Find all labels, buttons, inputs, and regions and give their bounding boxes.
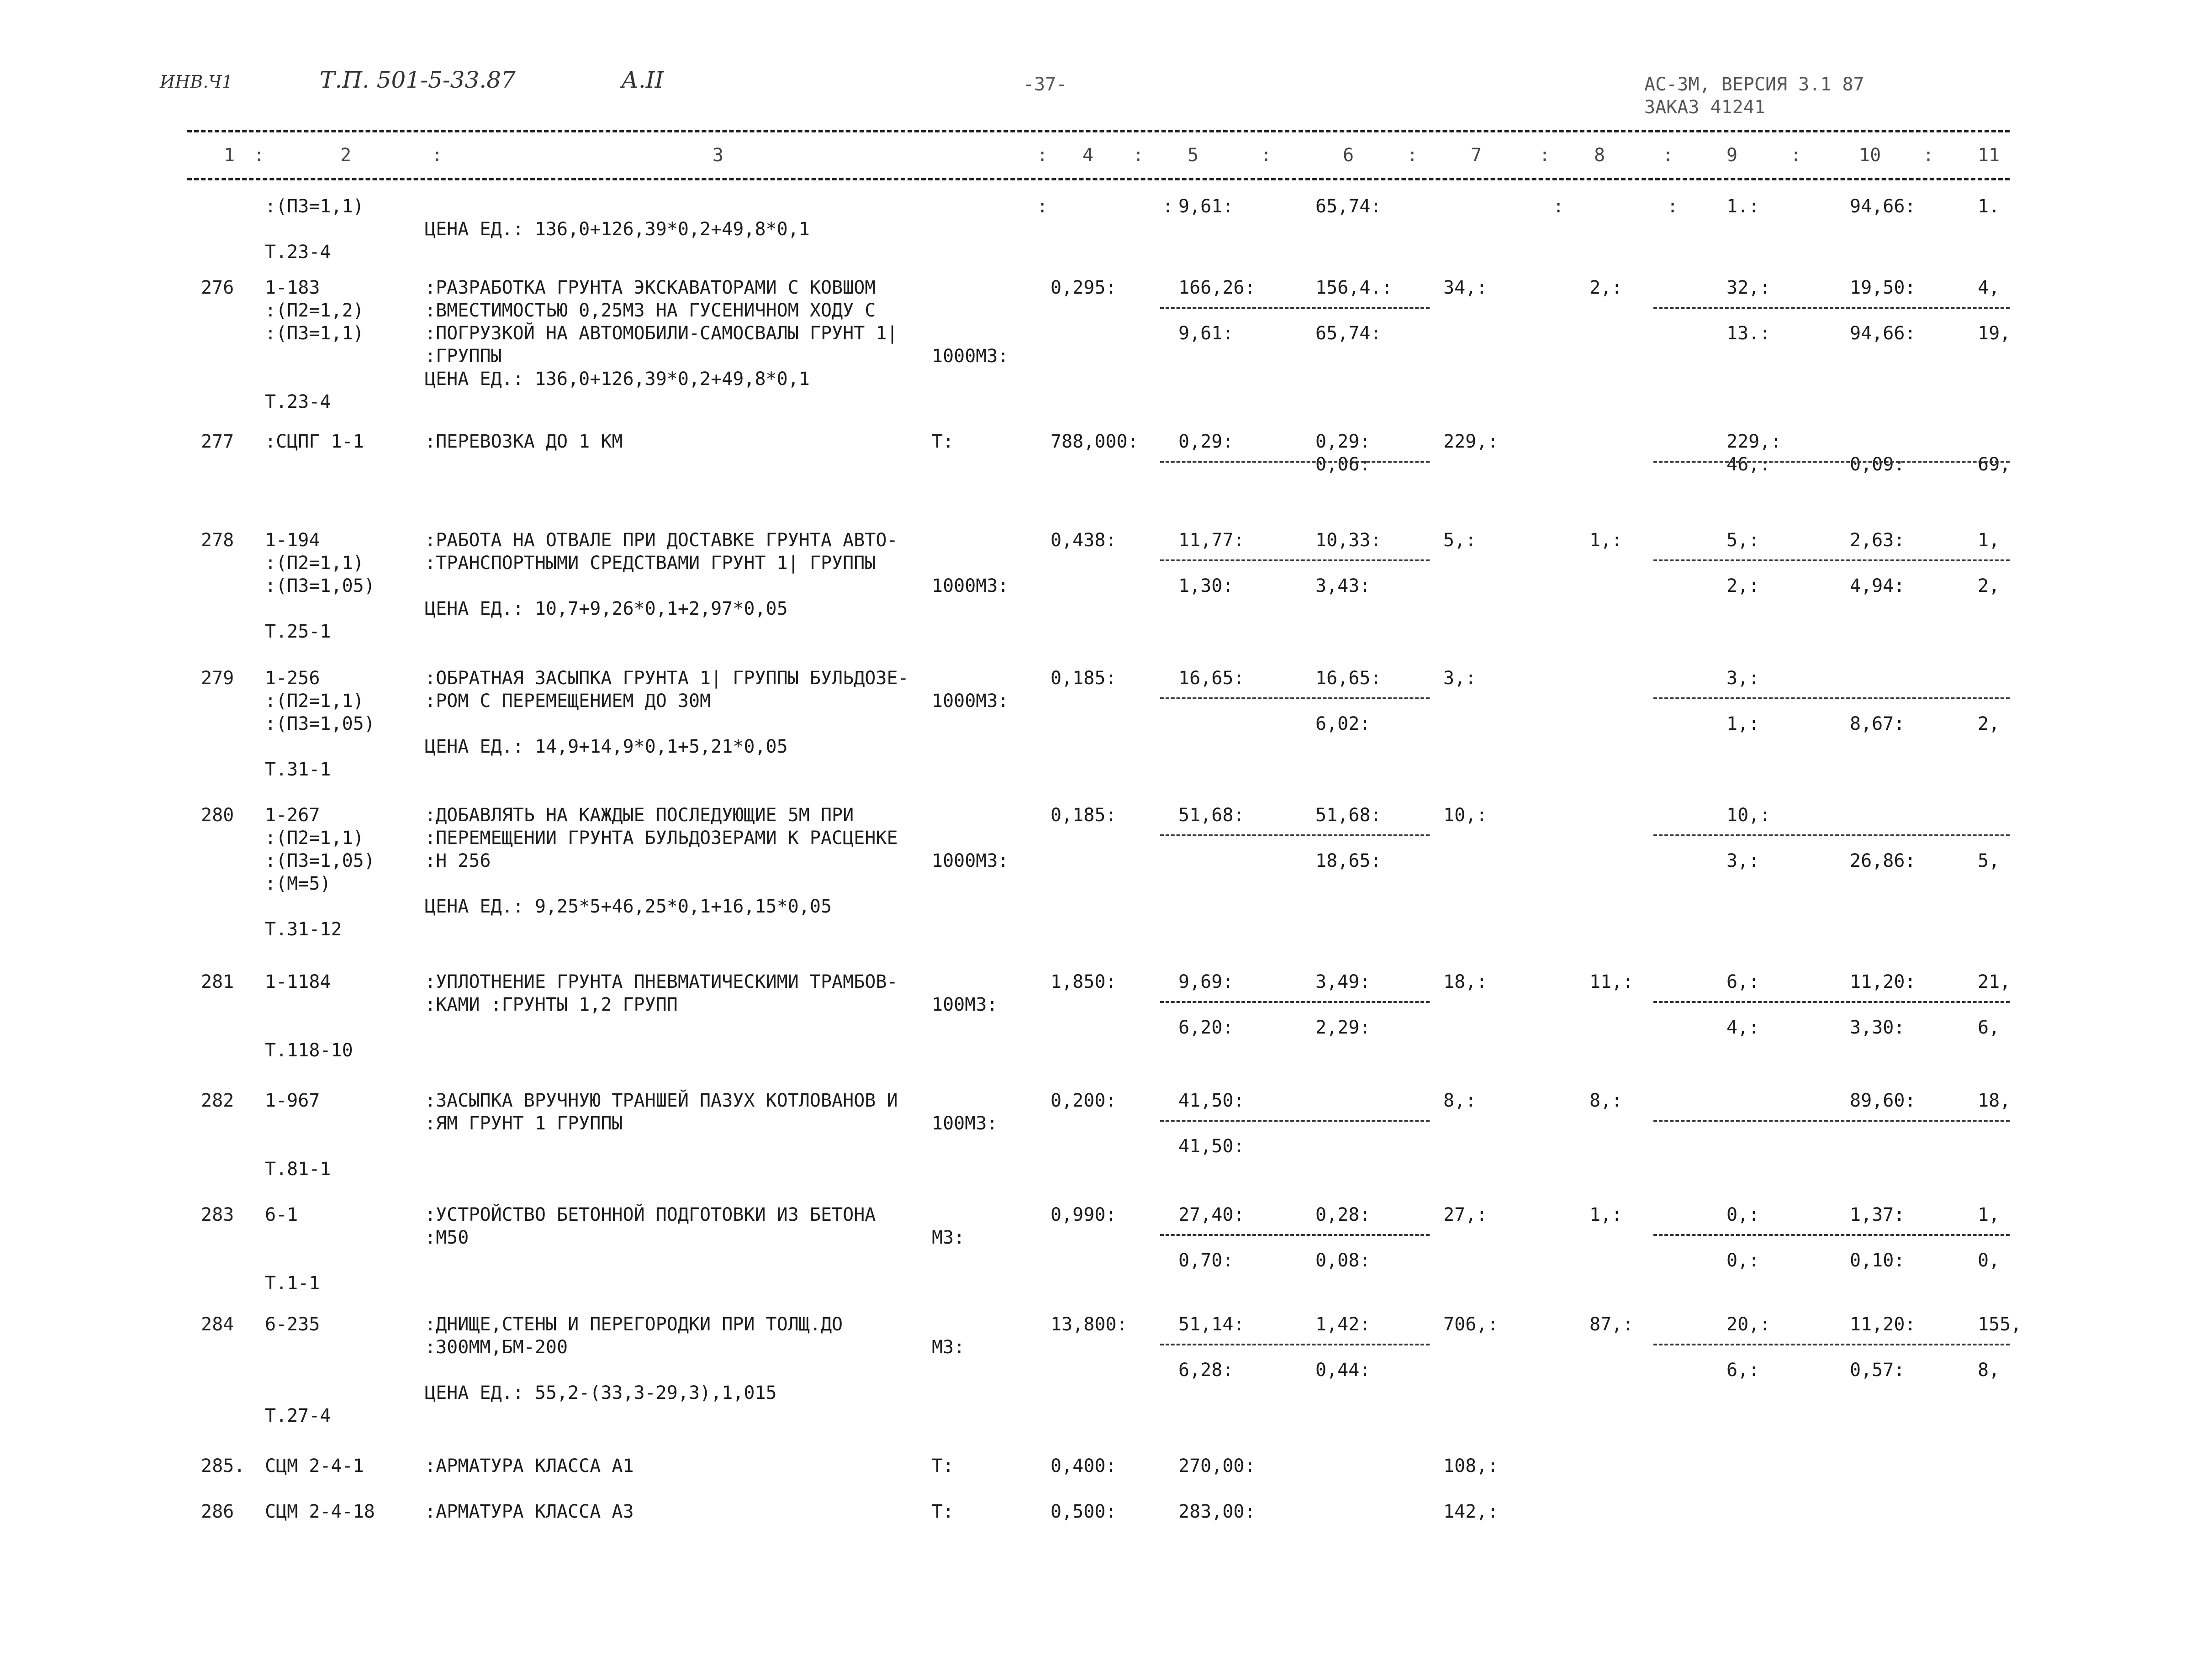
cell-c6: 51,68: xyxy=(1315,805,1382,826)
column-header-19: : xyxy=(1923,145,1934,166)
cell-c3: :ДНИЩЕ,СТЕНЫ И ПЕРЕГОРОДКИ ПРИ ТОЛЩ.ДО xyxy=(425,1314,843,1335)
column-header-6: 4 xyxy=(1082,145,1094,166)
column-header-1: : xyxy=(253,145,265,166)
cell-c5: 9,69: xyxy=(1178,971,1234,992)
cell-c4: 0,438: xyxy=(1051,530,1117,551)
cell-c2: 6-235 xyxy=(265,1314,320,1335)
cell-c7: 10,: xyxy=(1443,805,1488,826)
cell-c3: :ОБРАТНАЯ ЗАСЫПКА ГРУНТА 1| ГРУППЫ БУЛЬДОЗЕ- xyxy=(425,668,909,689)
cell-c4: 0,500: xyxy=(1051,1501,1117,1522)
cell-c9: 6,: xyxy=(1726,1360,1760,1381)
cell-c3: :АРМАТУРА КЛАССА А3 xyxy=(425,1501,634,1522)
cell-c5: 27,40: xyxy=(1178,1204,1245,1225)
project-code: Т.П. 501-5-33.87 xyxy=(320,67,516,93)
cell-c8: 1,: xyxy=(1589,1204,1623,1225)
cell-unit: 100М3: xyxy=(932,994,998,1015)
cell-c2: :(П3=1,05) xyxy=(265,713,375,734)
cell-c2: :(М=5) xyxy=(265,873,331,894)
cell-c11: 1, xyxy=(1978,530,2000,551)
cell-c9: 0,: xyxy=(1726,1250,1760,1271)
item-number: 279 xyxy=(201,668,234,689)
cell-c6: 1,42: xyxy=(1315,1314,1371,1335)
inventory-label: ИНВ.Ч1 xyxy=(160,72,233,92)
cell-c3: :КАМИ :ГРУНТЫ 1,2 ГРУПП xyxy=(425,994,678,1015)
cell-unit: 1000М3: xyxy=(932,575,1009,596)
cell-c2: СЦМ 2-4-18 xyxy=(265,1501,375,1522)
item-number: 276 xyxy=(201,277,234,298)
cell-c6: 0,44: xyxy=(1315,1360,1371,1381)
cell-c6: 0,06: xyxy=(1315,454,1371,475)
subtotal-rule xyxy=(1160,307,1430,309)
cell-c2: 1-256 xyxy=(265,668,320,689)
cell-c6: 0,29: xyxy=(1315,431,1371,452)
cell-c2: СЦМ 2-4-1 xyxy=(265,1456,364,1477)
cell-c9: 2,: xyxy=(1726,575,1760,596)
column-header-7: : xyxy=(1133,145,1144,166)
cell-c3: :ПЕРЕМЕЩЕНИИ ГРУНТА БУЛЬДОЗЕРАМИ К РАСЦЕНКЕ xyxy=(425,828,898,849)
column-header-5: : xyxy=(1037,145,1048,166)
cell-c6: 3,43: xyxy=(1315,575,1371,596)
subtotal-rule xyxy=(1160,1120,1430,1122)
cell-c5: 9,61: xyxy=(1178,323,1234,344)
column-header-3: : xyxy=(432,145,443,166)
subtotal-rule xyxy=(1160,1234,1430,1236)
cell-c8: 1,: xyxy=(1589,530,1623,551)
item-number: 284 xyxy=(201,1314,234,1335)
cell-c3: :УПЛОТНЕНИЕ ГРУНТА ПНЕВМАТИЧЕСКИМИ ТРАМБОВ- xyxy=(425,971,898,992)
cell-c10: 4,94: xyxy=(1850,575,1905,596)
cell-c6: 156,4.: xyxy=(1315,277,1393,298)
cell-c7: 229,: xyxy=(1443,431,1499,452)
cell-c6: 10,33: xyxy=(1315,530,1382,551)
cell-c10: 0,10: xyxy=(1850,1250,1905,1271)
cell-c9: 229,: xyxy=(1726,431,1782,452)
cell-c5: 41,50: xyxy=(1178,1136,1245,1157)
cell-c3: :ПОГРУЗКОЙ НА АВТОМОБИЛИ-САМОСВАЛЫ ГРУНТ 1| xyxy=(425,323,898,344)
subtotal-rule xyxy=(1653,307,2010,309)
cell-c7: 34,: xyxy=(1443,277,1488,298)
cell-c2: Т.118-10 xyxy=(265,1040,353,1061)
cell-c3: :ЯМ ГРУНТ 1 ГРУППЫ xyxy=(425,1113,623,1134)
cell-c3: :ЗАСЫПКА ВРУЧНУЮ ТРАНШЕЙ ПАЗУХ КОТЛОВАНОВ И xyxy=(425,1090,898,1111)
column-separator: : xyxy=(1667,196,1679,217)
cell-unit: М3: xyxy=(932,1227,965,1248)
cell-c6: 18,65: xyxy=(1315,850,1382,871)
cell-c7: 142,: xyxy=(1443,1501,1499,1522)
cell-c7: 5,: xyxy=(1443,530,1477,551)
column-header-9: : xyxy=(1261,145,1272,166)
header-rule-top xyxy=(187,130,2010,132)
cell-c2: :(П3=1,1) xyxy=(265,196,364,217)
column-header-18: 10 xyxy=(1859,145,1881,166)
cell-c6: 65,74: xyxy=(1315,323,1382,344)
column-separator: : xyxy=(1162,196,1174,217)
item-number: 285. xyxy=(201,1456,245,1477)
subtotal-rule xyxy=(1653,834,2010,836)
subtotal-rule xyxy=(1653,1120,2010,1122)
item-number: 286 xyxy=(201,1501,234,1522)
cell-c11: 0, xyxy=(1978,1250,2000,1271)
cell-c4: 13,800: xyxy=(1051,1314,1128,1335)
cell-c9: 4,: xyxy=(1726,1017,1760,1038)
cell-c2: :(П2=1,1) xyxy=(265,553,364,574)
cell-c9: 1,: xyxy=(1726,713,1760,734)
subtotal-rule xyxy=(1160,461,1430,463)
cell-c5: 0,29: xyxy=(1178,431,1234,452)
cell-c10: 2,63: xyxy=(1850,530,1905,551)
cell-c10: 8,67: xyxy=(1850,713,1905,734)
cell-c5: 41,50: xyxy=(1178,1090,1245,1111)
cell-c10: 26,86: xyxy=(1850,850,1916,871)
cell-c9: 3,: xyxy=(1726,668,1760,689)
cell-unit: 100М3: xyxy=(932,1113,998,1134)
cell-c10: 19,50: xyxy=(1850,277,1916,298)
cell-c5: 270,00: xyxy=(1178,1456,1256,1477)
column-header-0: 1 xyxy=(224,145,235,166)
cell-c6: 0,08: xyxy=(1315,1250,1371,1271)
cell-unit: Т: xyxy=(932,1501,954,1522)
cell-c10: 3,30: xyxy=(1850,1017,1905,1038)
cell-c9: 13.: xyxy=(1726,323,1771,344)
cell-c3: :ДОБАВЛЯТЬ НА КАЖДЫЕ ПОСЛЕДУЮЩИЕ 5М ПРИ xyxy=(425,805,854,826)
cell-c10: 11,20: xyxy=(1850,971,1916,992)
cell-c5: 11,77: xyxy=(1178,530,1245,551)
cell-c2: 1-1184 xyxy=(265,971,331,992)
cell-c2: 1-194 xyxy=(265,530,320,551)
cell-c3: :РАЗРАБОТКА ГРУНТА ЭКСКАВАТОРАМИ С КОВШОМ xyxy=(425,277,876,298)
cell-c2: 1-967 xyxy=(265,1090,320,1111)
cell-c9: 46,: xyxy=(1726,454,1771,475)
cell-c3: :АРМАТУРА КЛАССА А1 xyxy=(425,1456,634,1477)
cell-unit: Т: xyxy=(932,1456,954,1477)
cell-c3: ЦЕНА ЕД.: 14,9+14,9*0,1+5,21*0,05 xyxy=(425,736,788,757)
cell-c5: 166,26: xyxy=(1178,277,1256,298)
cell-c5: 1,30: xyxy=(1178,575,1234,596)
subtotal-rule xyxy=(1160,1001,1430,1003)
cell-c6: 16,65: xyxy=(1315,668,1382,689)
subtotal-rule xyxy=(1653,559,2010,561)
cell-c3: :Н 256 xyxy=(425,850,491,871)
cell-c9: 6,: xyxy=(1726,971,1760,992)
cell-c7: 8,: xyxy=(1443,1090,1477,1111)
cell-c6: 0,28: xyxy=(1315,1204,1371,1225)
cell-c7: 27,: xyxy=(1443,1204,1488,1225)
cell-c2: 1-183 xyxy=(265,277,320,298)
cell-c3: :ГРУППЫ xyxy=(425,346,502,367)
cell-c5: 16,65: xyxy=(1178,668,1245,689)
cell-c11: 18, xyxy=(1978,1090,2011,1111)
cell-c10: 94,66: xyxy=(1850,196,1916,217)
cell-c5: 6,28: xyxy=(1178,1360,1234,1381)
item-number: 280 xyxy=(201,805,234,826)
item-number: 278 xyxy=(201,530,234,551)
cell-c11: 6, xyxy=(1978,1017,2000,1038)
cell-c2: Т.23-4 xyxy=(265,391,331,412)
cell-c3: ЦЕНА ЕД.: 136,0+126,39*0,2+49,8*0,1 xyxy=(425,369,810,390)
cell-c2: :(П2=1,1) xyxy=(265,691,364,712)
cell-c2: Т.31-1 xyxy=(265,759,331,780)
subtotal-rule xyxy=(1160,834,1430,836)
order-number: ЗАКАЗ 41241 xyxy=(1644,97,1765,118)
cell-c9: 3,: xyxy=(1726,850,1760,871)
cell-c11: 2, xyxy=(1978,575,2000,596)
cell-c11: 4, xyxy=(1978,277,2000,298)
cell-c7: 3,: xyxy=(1443,668,1477,689)
cell-c2: :(П2=1,2) xyxy=(265,300,364,321)
cell-c2: :(П2=1,1) xyxy=(265,828,364,849)
cell-c11: 19, xyxy=(1978,323,2011,344)
cell-c2: Т.23-4 xyxy=(265,242,331,263)
cell-c3: :ТРАНСПОРТНЫМИ СРЕДСТВАМИ ГРУНТ 1| ГРУППЫ xyxy=(425,553,876,574)
cell-c5: 6,20: xyxy=(1178,1017,1234,1038)
item-number: 283 xyxy=(201,1204,234,1225)
column-header-8: 5 xyxy=(1188,145,1199,166)
cell-c4: 0,185: xyxy=(1051,805,1117,826)
subtotal-rule xyxy=(1160,697,1430,699)
album-number: А.II xyxy=(621,67,664,93)
cell-c4: 0,185: xyxy=(1051,668,1117,689)
cell-c9: 32,: xyxy=(1726,277,1771,298)
cell-c4: 0,200: xyxy=(1051,1090,1117,1111)
cell-c2: Т.81-1 xyxy=(265,1159,331,1180)
column-header-10: 6 xyxy=(1343,145,1354,166)
cell-c4: 0,990: xyxy=(1051,1204,1117,1225)
cell-c3: :РОМ С ПЕРЕМЕЩЕНИЕМ ДО 30М xyxy=(425,691,711,712)
cell-c5: 9,61: xyxy=(1178,196,1234,217)
subtotal-rule xyxy=(1653,461,2010,463)
cell-c3: :РАБОТА НА ОТВАЛЕ ПРИ ДОСТАВКЕ ГРУНТА АВТО- xyxy=(425,530,898,551)
cell-c5: 0,70: xyxy=(1178,1250,1234,1271)
subtotal-rule xyxy=(1653,1001,2010,1003)
cell-c2: 1-267 xyxy=(265,805,320,826)
cell-c7: 18,: xyxy=(1443,971,1488,992)
cell-c8: 8,: xyxy=(1589,1090,1623,1111)
header-rule-bottom xyxy=(187,178,2010,180)
cell-c3: ЦЕНА ЕД.: 10,7+9,26*0,1+2,97*0,05 xyxy=(425,598,788,619)
cell-c11: 1, xyxy=(1978,1204,2000,1225)
cell-c4: 1,850: xyxy=(1051,971,1117,992)
cell-c9: 1.: xyxy=(1726,196,1760,217)
cell-c9: 20,: xyxy=(1726,1314,1771,1335)
cell-c10: 0,57: xyxy=(1850,1360,1905,1381)
cell-c2: :СЦПГ 1-1 xyxy=(265,431,364,452)
subtotal-rule xyxy=(1653,697,2010,699)
cell-c5: 283,00: xyxy=(1178,1501,1256,1522)
cell-c11: 8, xyxy=(1978,1360,2000,1381)
cell-c2: Т.1-1 xyxy=(265,1273,320,1294)
cell-c11: 21, xyxy=(1978,971,2011,992)
column-header-16: 9 xyxy=(1726,145,1738,166)
cell-c11: 5, xyxy=(1978,850,2000,871)
cell-c2: :(П3=1,05) xyxy=(265,850,375,871)
subtotal-rule xyxy=(1160,1344,1430,1345)
cell-c10: 0,09: xyxy=(1850,454,1905,475)
cell-c5: 51,68: xyxy=(1178,805,1245,826)
cell-c7: 108,: xyxy=(1443,1456,1499,1477)
cell-c10: 94,66: xyxy=(1850,323,1916,344)
cell-c8: 11,: xyxy=(1589,971,1634,992)
subtotal-rule xyxy=(1653,1234,2010,1236)
cell-c2: Т.25-1 xyxy=(265,621,331,642)
cell-c2: Т.31-12 xyxy=(265,919,342,940)
cell-c8: 87,: xyxy=(1589,1314,1634,1335)
column-header-14: 8 xyxy=(1594,145,1605,166)
cell-c6: 65,74: xyxy=(1315,196,1382,217)
cell-unit: 1000М3: xyxy=(932,850,1009,871)
cell-c5: 51,14: xyxy=(1178,1314,1245,1335)
cell-unit: М3: xyxy=(932,1337,965,1358)
column-separator: : xyxy=(1553,196,1564,217)
cell-c7: 706,: xyxy=(1443,1314,1499,1335)
subtotal-rule xyxy=(1160,559,1430,561)
column-header-13: : xyxy=(1539,145,1551,166)
cell-c4: 0,400: xyxy=(1051,1456,1117,1477)
column-header-2: 2 xyxy=(340,145,352,166)
cell-c3: :ВМЕСТИМОСТЬЮ 0,25М3 НА ГУСЕНИЧНОМ ХОДУ С xyxy=(425,300,876,321)
cell-c3: :М50 xyxy=(425,1227,469,1248)
cell-unit: 1000М3: xyxy=(932,346,1009,367)
column-header-17: : xyxy=(1790,145,1802,166)
item-number: 281 xyxy=(201,971,234,992)
cell-c10: 89,60: xyxy=(1850,1090,1916,1111)
cell-c6: 3,49: xyxy=(1315,971,1371,992)
cell-c3: :УСТРОЙСТВО БЕТОННОЙ ПОДГОТОВКИ ИЗ БЕТОНА xyxy=(425,1204,876,1225)
program-version: АС-3М, ВЕРСИЯ 3.1 87 xyxy=(1644,74,1864,95)
cell-c2: Т.27-4 xyxy=(265,1405,331,1426)
cell-c11: 1. xyxy=(1978,196,2000,217)
cell-c9: 10,: xyxy=(1726,805,1771,826)
column-header-12: 7 xyxy=(1471,145,1482,166)
cell-c9: 0,: xyxy=(1726,1204,1760,1225)
cell-c3: :300ММ,БМ-200 xyxy=(425,1337,568,1358)
item-number: 277 xyxy=(201,431,234,452)
cell-c11: 69, xyxy=(1978,454,2011,475)
column-header-4: 3 xyxy=(713,145,724,166)
column-header-11: : xyxy=(1407,145,1418,166)
cell-c3: ЦЕНА ЕД.: 136,0+126,39*0,2+49,8*0,1 xyxy=(425,219,810,240)
cell-c3: :ПЕРЕВОЗКА ДО 1 КМ xyxy=(425,431,623,452)
cell-c2: :(П3=1,1) xyxy=(265,323,364,344)
page-number: -37- xyxy=(1023,74,1067,95)
cell-c9: 5,: xyxy=(1726,530,1760,551)
column-header-15: : xyxy=(1663,145,1674,166)
cell-c11: 155, xyxy=(1978,1314,2022,1335)
cell-c4: 0,295: xyxy=(1051,277,1117,298)
cell-c2: 6-1 xyxy=(265,1204,298,1225)
cell-unit: Т: xyxy=(932,431,954,452)
column-separator: : xyxy=(1037,196,1048,217)
cell-c3: ЦЕНА ЕД.: 55,2-(33,3-29,3),1,015 xyxy=(425,1382,777,1403)
column-header-20: 11 xyxy=(1978,145,2000,166)
cell-c6: 2,29: xyxy=(1315,1017,1371,1038)
cell-c4: 788,000: xyxy=(1051,431,1139,452)
cell-c11: 2, xyxy=(1978,713,2000,734)
cell-c2: :(П3=1,05) xyxy=(265,575,375,596)
cell-c3: ЦЕНА ЕД.: 9,25*5+46,25*0,1+16,15*0,05 xyxy=(425,896,832,917)
cell-c6: 6,02: xyxy=(1315,713,1371,734)
cell-c10: 1,37: xyxy=(1850,1204,1905,1225)
cell-c8: 2,: xyxy=(1589,277,1623,298)
subtotal-rule xyxy=(1653,1344,2010,1345)
cell-c10: 11,20: xyxy=(1850,1314,1916,1335)
item-number: 282 xyxy=(201,1090,234,1111)
cell-unit: 1000М3: xyxy=(932,691,1009,712)
